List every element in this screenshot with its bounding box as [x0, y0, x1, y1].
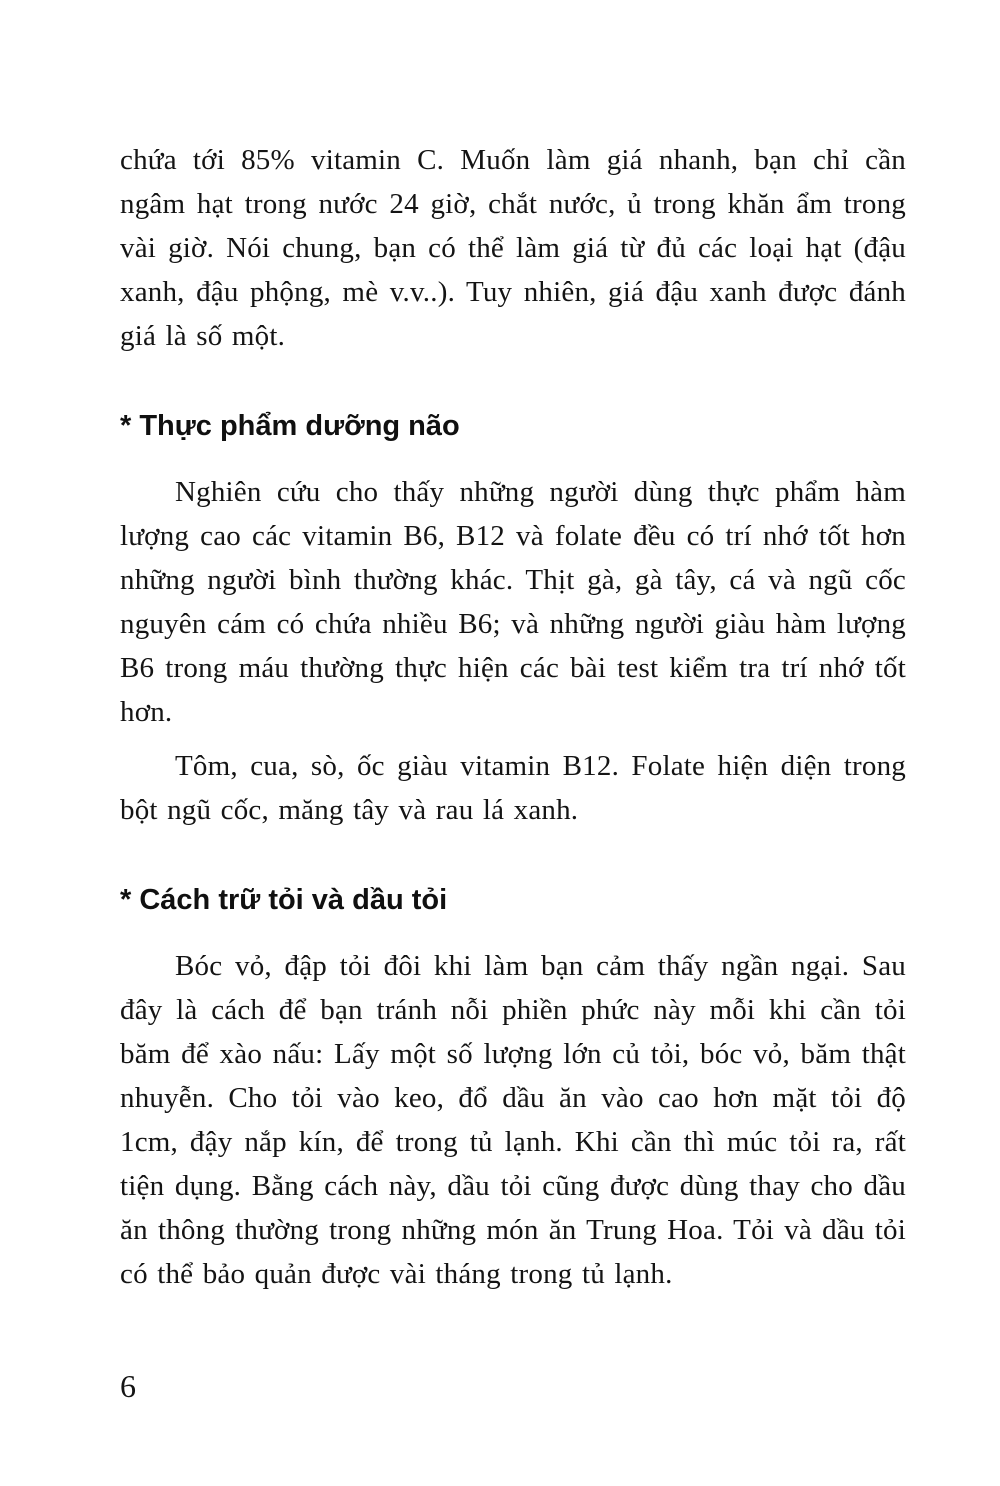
paragraph-garlic-oil-method: Bóc vỏ, đập tỏi đôi khi làm bạn cảm thấy ngần ngại. Sau đây là cách để bạn tránh nỗi phiền phức này mỗi khi cần tỏi băm để xào nấu: Lấy một số lượng lớn củ tỏi, bóc vỏ, băm thật nhuyễn. Cho tỏi vào keo, đổ dầu ăn vào cao hơn mặt tỏi độ 1cm, đậy nắp kín, để trong tủ lạnh. Khi cần thì múc tỏi ra, rất tiện dụng. Bằng cách này, dầu tỏi cũng được dùng thay cho dầu ăn thông thường trong những món ăn Trung Hoa. Tỏi và dầu tỏi có thể bảo quản được vài tháng trong tủ lạnh. [120, 950, 906, 1290]
paragraph-brain-food-vitamins: Nghiên cứu cho thấy những người dùng thực phẩm hàm lượng cao các vitamin B6, B12 và folate đều có trí nhớ tốt hơn những người bình thường khác. Thịt gà, gà tây, cá và ngũ cốc nguyên cám có chứa nhiều B6; và những người giàu hàm lượng B6 trong máu thường thực hiện các bài test kiểm tra trí nhớ tốt hơn. [120, 476, 906, 728]
page-content [120, 138, 906, 1296]
paragraph-b12-folate-sources: Tôm, cua, sò, ốc giàu vitamin B12. Folate hiện diện trong bột ngũ cốc, măng tây và rau lá xanh. [120, 750, 906, 826]
paragraph-sprouting-continued: chứa tới 85% vitamin C. Muốn làm giá nhanh, bạn chỉ cần ngâm hạt trong nước 24 giờ, chắt nước, ủ trong khăn ẩm trong vài giờ. Nói chung, bạn có thể làm giá từ đủ các loại hạt (đậu xanh, đậu phộng, mè v.v..). Tuy nhiên, giá đậu xanh được đánh giá là số một. [120, 144, 906, 352]
page-number: 6 [120, 1368, 136, 1404]
heading-garlic-storage: * Cách trữ tỏi và dầu tỏi [120, 884, 448, 916]
heading-brain-food: * Thực phẩm dưỡng não [120, 410, 460, 442]
